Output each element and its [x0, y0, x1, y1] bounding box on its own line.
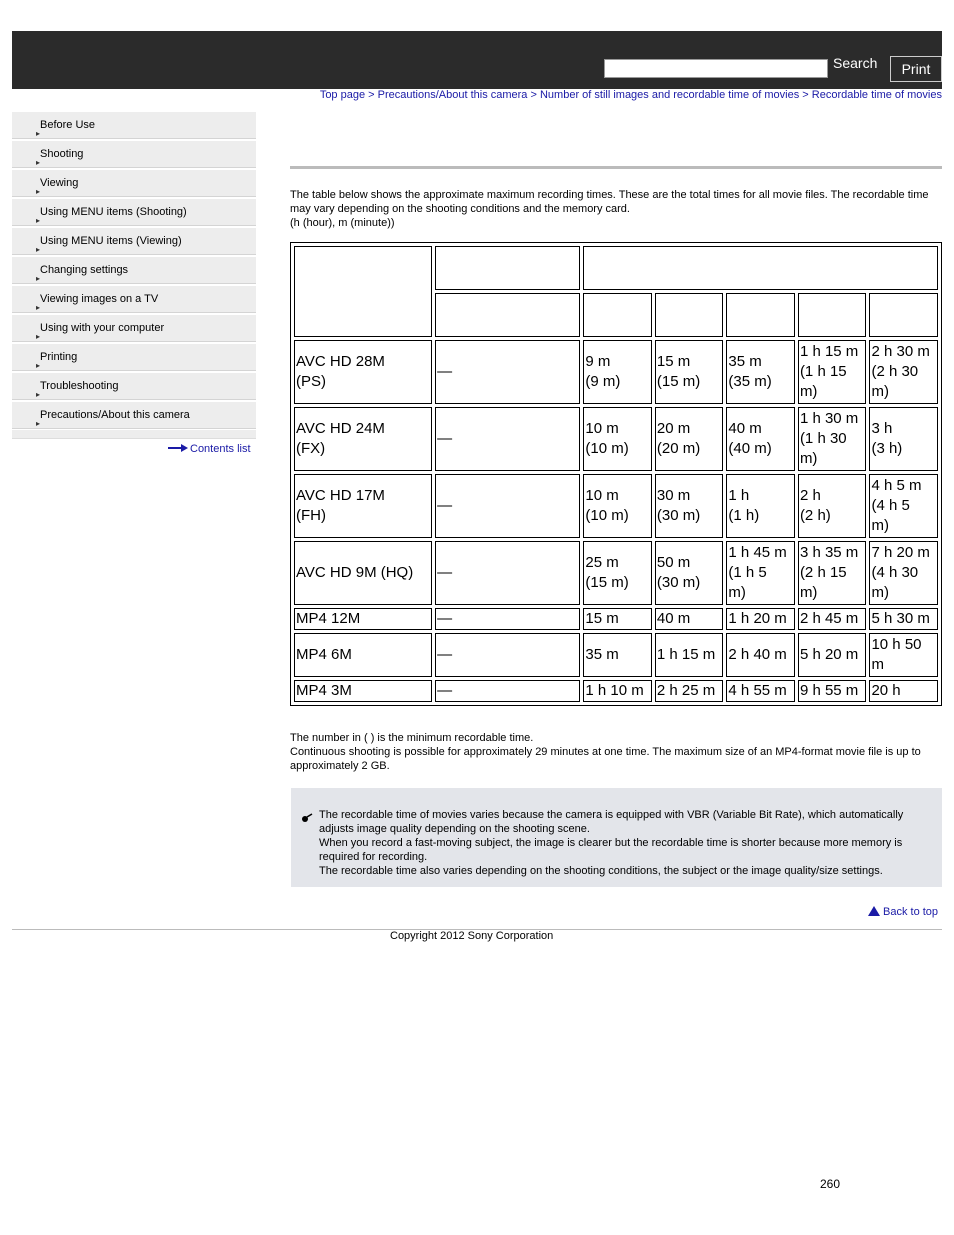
cell-line: 20 m — [656, 420, 691, 437]
time-cell — [869, 474, 938, 538]
cell-line: 9 h 55 m — [799, 682, 859, 699]
cell-line: 3 h — [871, 420, 893, 437]
sidebar-item-label: Precautions/About this camera — [40, 409, 190, 421]
time-cell — [655, 340, 724, 404]
time-cell — [655, 474, 724, 538]
recordable-time-table — [290, 242, 942, 706]
breadcrumb-separator: > — [365, 89, 378, 101]
cell-line: (15 m) — [656, 373, 701, 390]
cell-line: m) — [871, 383, 889, 400]
cell-line: (4 h 30 — [871, 564, 919, 581]
copyright: Copyright 2012 Sony Corporation — [390, 930, 554, 942]
sidebar-item[interactable] — [12, 169, 256, 197]
cell-line: m) — [799, 383, 818, 400]
dash-cell: — — [435, 407, 580, 471]
cell-line: 1 h 45 m — [728, 544, 787, 561]
movie-format-cell — [294, 633, 432, 677]
triangle-right-icon: ▸ — [36, 216, 41, 225]
time-cell — [869, 633, 938, 677]
top-header-bar — [12, 31, 942, 89]
breadcrumb-number-of-images[interactable]: Number of still images and recordable time of movies — [539, 89, 800, 101]
movie-format-cell — [294, 541, 432, 605]
triangle-right-icon: ▸ — [36, 274, 41, 283]
time-cell — [798, 633, 867, 677]
breadcrumb-precautions[interactable]: Precautions/About this camera — [377, 89, 528, 101]
sidebar-item[interactable] — [12, 140, 256, 168]
cell-line: (20 m) — [656, 440, 701, 457]
cell-line: 1 h 15 m — [799, 343, 859, 360]
search-input[interactable] — [604, 59, 828, 78]
intro-units: (h (hour), m (minute)) — [290, 217, 395, 229]
time-cell — [726, 608, 795, 630]
time-cell — [726, 541, 795, 605]
triangle-right-icon: ▸ — [36, 129, 41, 138]
cell-line: 5 h 30 m — [871, 610, 930, 627]
movie-format-cell — [294, 608, 432, 630]
sidebar-bottom — [12, 430, 256, 439]
dash-cell: — — [435, 340, 580, 404]
triangle-right-icon: ▸ — [36, 332, 41, 341]
cell-line: AVC HD 24M — [296, 420, 385, 437]
sidebar-item-label: Printing — [40, 351, 78, 363]
cell-line: 1 h 15 m — [656, 646, 716, 663]
time-cell — [655, 407, 724, 471]
time-cell — [798, 474, 867, 538]
cell-line: (15 m) — [585, 574, 629, 591]
header-cell-blank — [726, 293, 795, 337]
cell-line: 40 m — [656, 610, 691, 627]
header-cell-blank — [798, 293, 867, 337]
note-line: The number in ( ) is the minimum recordable time. — [290, 732, 534, 744]
cell-line: 1 h — [728, 487, 750, 504]
time-cell — [655, 633, 724, 677]
cell-line: 10 m — [585, 487, 619, 504]
time-cell — [798, 340, 867, 404]
back-to-top-label: Back to top — [883, 906, 939, 918]
time-cell — [583, 541, 652, 605]
cell-line: (1 h 30 — [799, 430, 847, 447]
contents-list-link[interactable] — [168, 443, 251, 455]
hint-line: The recordable time also varies depending on the shooting conditions, the subject or the image quality/size settings. — [319, 865, 883, 877]
cell-line: 7 h 20 m — [871, 544, 930, 561]
page-number: 260 — [820, 1177, 841, 1191]
sidebar-item-label: Using MENU items (Viewing) — [40, 235, 182, 247]
sidebar-item[interactable] — [12, 372, 256, 400]
cell-line: m) — [799, 450, 818, 467]
cell-line: (40 m) — [728, 440, 772, 457]
sidebar-item-label: Using with your computer — [40, 322, 165, 334]
cell-line: (30 m) — [656, 574, 701, 591]
sidebar-item[interactable] — [12, 343, 256, 371]
sidebar-item-label: Viewing — [40, 177, 79, 189]
breadcrumb-separator: > — [799, 89, 812, 101]
cell-line: (2 h) — [799, 507, 831, 524]
time-cell — [869, 340, 938, 404]
up-triangle-icon — [868, 906, 880, 916]
cell-line: (9 m) — [585, 373, 621, 390]
header-cell-blank — [435, 293, 580, 337]
sidebar-item-label: Viewing images on a TV — [40, 293, 159, 305]
cell-line: 1 h 10 m — [585, 682, 644, 699]
cell-line: 35 m — [728, 353, 762, 370]
dash-cell: — — [435, 541, 580, 605]
sidebar-item-label: Shooting — [40, 148, 84, 160]
table-row — [294, 474, 938, 538]
time-cell — [869, 407, 938, 471]
time-cell — [798, 541, 867, 605]
table-row — [294, 633, 938, 677]
cell-line: AVC HD 17M — [296, 487, 385, 504]
time-cell — [798, 407, 867, 471]
cell-line: 4 h 5 m — [871, 477, 922, 494]
cell-line: 5 h 20 m — [799, 646, 859, 663]
breadcrumb-separator: > — [527, 89, 540, 101]
hint-line: The recordable time of movies varies because the camera is equipped with VBR (Variable Bit Rate), which automatically adjusts image quality depending on the shooting scene. — [319, 809, 904, 835]
cell-line: 15 m — [656, 353, 691, 370]
sidebar-item[interactable] — [12, 401, 256, 429]
cell-line: AVC HD 9M (HQ) — [296, 564, 414, 581]
time-cell — [869, 608, 938, 630]
time-cell — [726, 680, 795, 702]
intro-text — [290, 188, 940, 230]
time-cell — [655, 680, 724, 702]
cell-line: AVC HD 28M — [296, 353, 385, 370]
sidebar-item[interactable] — [12, 227, 256, 255]
time-cell — [798, 608, 867, 630]
header-cell-blank — [583, 246, 938, 290]
time-cell — [655, 608, 724, 630]
cell-line: MP4 3M — [296, 682, 352, 699]
sidebar-item-label: Before Use — [40, 119, 96, 131]
cell-line: m) — [871, 517, 889, 534]
cell-line: 3 h 35 m — [799, 544, 859, 561]
movie-format-cell — [294, 474, 432, 538]
table-row — [294, 608, 938, 630]
cell-line: m) — [871, 584, 889, 601]
hint-box — [291, 788, 942, 887]
time-cell — [583, 608, 652, 630]
back-to-top-link[interactable] — [868, 906, 938, 918]
cell-line: (2 h 30 — [871, 363, 919, 380]
dash-cell: — — [435, 608, 580, 630]
cell-line: 35 m — [585, 646, 619, 663]
cell-line: (3 h) — [871, 440, 903, 457]
cell-line: 10 h 50 — [871, 636, 922, 653]
table-row — [294, 340, 938, 404]
hint-line: When you record a fast-moving subject, the image is clearer but the recordable time is shorter because more memory is required for recording. — [319, 837, 903, 863]
triangle-right-icon: ▸ — [36, 361, 41, 370]
dash-cell: — — [435, 474, 580, 538]
arrow-right-icon — [168, 444, 188, 452]
cell-line: (10 m) — [585, 440, 629, 457]
cell-line: 30 m — [656, 487, 691, 504]
cell-line: 20 h — [871, 682, 901, 699]
sidebar-item-label: Troubleshooting — [40, 380, 119, 392]
time-cell — [583, 474, 652, 538]
sidebar-nav — [12, 111, 256, 439]
time-cell — [583, 680, 652, 702]
cell-line: (1 h 15 — [799, 363, 847, 380]
time-cell — [726, 340, 795, 404]
time-cell — [583, 633, 652, 677]
title-rule — [290, 166, 942, 169]
sidebar-item-label: Using MENU items (Shooting) — [40, 206, 187, 218]
time-cell — [726, 474, 795, 538]
time-cell — [583, 340, 652, 404]
note-line: Continuous shooting is possible for approximately 29 minutes at one time. The maximum size of an MP4-format movie file is up to approximately 2 GB. — [290, 746, 921, 772]
header-cell-blank — [583, 293, 652, 337]
breadcrumb — [300, 87, 942, 103]
cell-line: 1 h 20 m — [728, 610, 787, 627]
cell-line: 2 h 40 m — [728, 646, 787, 663]
time-cell — [726, 633, 795, 677]
cell-line: 2 h — [799, 487, 821, 504]
print-button[interactable]: Print — [890, 56, 942, 82]
cell-line: (FX) — [296, 440, 326, 457]
cell-line: m — [871, 656, 884, 673]
movie-format-cell — [294, 407, 432, 471]
time-cell — [655, 541, 724, 605]
intro-line: The table below shows the approximate maximum recording times. These are the total times for all movie files. The recordable time may vary depending on the shooting conditions and the memory card. — [290, 189, 929, 215]
cell-line: 2 h 30 m — [871, 343, 930, 360]
cell-line: 2 h 25 m — [656, 682, 716, 699]
table-row — [294, 407, 938, 471]
cell-line: 50 m — [656, 554, 691, 571]
header-cell-blank — [869, 293, 938, 337]
search-button[interactable]: Search — [833, 55, 878, 71]
cell-line: (1 h 5 — [728, 564, 767, 581]
movie-format-cell — [294, 680, 432, 702]
movie-format-cell — [294, 340, 432, 404]
hint-text — [319, 808, 929, 878]
cell-line: (FH) — [296, 507, 326, 524]
time-cell — [583, 407, 652, 471]
cell-line: 40 m — [728, 420, 762, 437]
table-row — [294, 680, 938, 702]
cell-line: (30 m) — [656, 507, 701, 524]
cell-line: (35 m) — [728, 373, 772, 390]
time-cell — [869, 541, 938, 605]
cell-line: MP4 6M — [296, 646, 352, 663]
header-cell-blank — [294, 246, 432, 337]
cell-line: 2 h 45 m — [799, 610, 859, 627]
contents-list-label: Contents list — [190, 443, 251, 455]
cell-line: m) — [728, 584, 746, 601]
sidebar-item[interactable] — [12, 314, 256, 342]
sidebar-item-label: Changing settings — [40, 264, 129, 276]
cell-line: (PS) — [296, 373, 326, 390]
dash-cell: — — [435, 633, 580, 677]
cell-line: 1 h 30 m — [799, 410, 859, 427]
time-cell — [869, 680, 938, 702]
cell-line: 15 m — [585, 610, 619, 627]
cell-line: m) — [799, 584, 818, 601]
header-cell-blank — [435, 246, 580, 290]
sidebar-item[interactable] — [12, 111, 256, 139]
triangle-right-icon: ▸ — [36, 390, 41, 399]
sidebar-item[interactable] — [12, 285, 256, 313]
breadcrumb-recordable-time[interactable]: Recordable time of movies — [811, 89, 942, 101]
sidebar-item[interactable] — [12, 256, 256, 284]
time-cell — [726, 407, 795, 471]
breadcrumb-top-page[interactable]: Top page — [319, 89, 366, 101]
dash-cell: — — [435, 680, 580, 702]
header-cell-blank — [655, 293, 724, 337]
triangle-right-icon: ▸ — [36, 187, 41, 196]
triangle-right-icon: ▸ — [36, 158, 41, 167]
hint-bullet-icon — [301, 813, 313, 823]
cell-line: (2 h 15 — [799, 564, 847, 581]
table-row — [294, 541, 938, 605]
cell-line: (4 h 5 — [871, 497, 910, 514]
time-cell — [798, 680, 867, 702]
cell-line: MP4 12M — [296, 610, 361, 627]
sidebar-item[interactable] — [12, 198, 256, 226]
notes-text — [290, 731, 940, 773]
cell-line: 4 h 55 m — [728, 682, 787, 699]
cell-line: (1 h) — [728, 507, 760, 524]
cell-line: 10 m — [585, 420, 619, 437]
triangle-right-icon: ▸ — [36, 419, 41, 428]
cell-line: (10 m) — [585, 507, 629, 524]
cell-line: 9 m — [585, 353, 611, 370]
cell-line: 25 m — [585, 554, 619, 571]
triangle-right-icon: ▸ — [36, 245, 41, 254]
triangle-right-icon: ▸ — [36, 303, 41, 312]
